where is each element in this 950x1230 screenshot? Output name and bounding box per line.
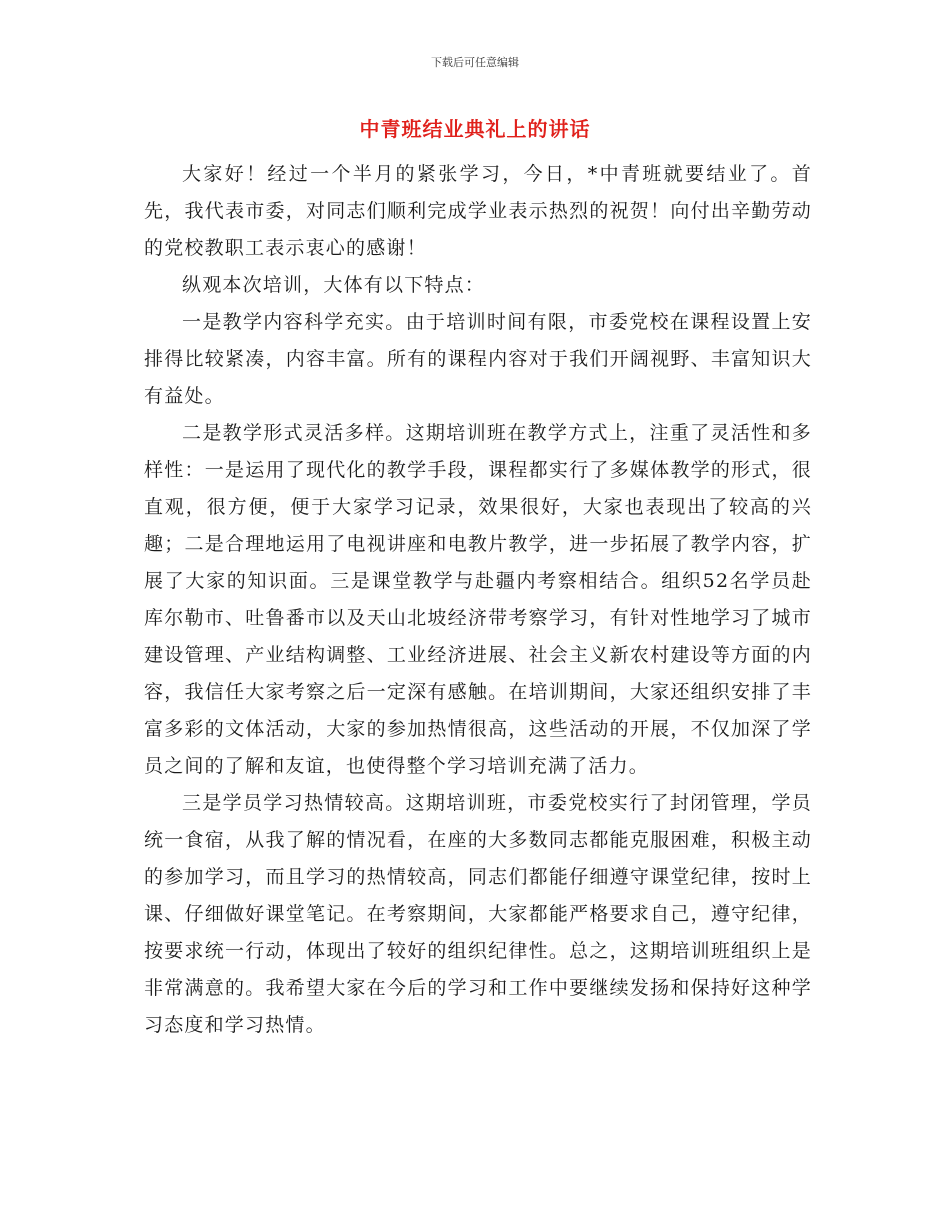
paragraph-point-three: 三是学员学习热情较高。这期培训班，市委党校实行了封闭管理，学员统一食宿，从我了解的情况看，在座的大多数同志都能克服困难，积极主动的参加学习，而且学习的热情较高，同志们都能仔细遵守课堂纪律，按时上课、仔细做好课堂笔记。在考察期间，大家都能严格要求自己，遵守纪律，按要求统一行动，体现出了较好的组织纪律性。总之，这期培训班组织上是非常满意的。我希望大家在今后的学习和工作中要继续发扬和保持好这种学习态度和学习热情。 bbox=[144, 792, 812, 1036]
header-note: 下载后可任意编辑 bbox=[431, 56, 519, 69]
paragraph-point-one: 一是教学内容科学充实。由于培训时间有限，市委党校在课程设置上安排得比较紧凑，内容丰富。所有的课程内容对于我们开阔视野、丰富知识大有益处。 bbox=[144, 311, 812, 407]
paragraph-greeting: 大家好！经过一个半月的紧张学习，今日，*中青班就要结业了。首先，我代表市委，对同志们顺利完成学业表示热烈的祝贺！向付出辛勤劳动的党校教职工表示衷心的感谢！ bbox=[144, 163, 812, 259]
document-title: 中青班结业典礼上的讲话 bbox=[359, 117, 591, 141]
paragraph-point-two: 二是教学形式灵活多样。这期培训班在教学方式上，注重了灵活性和多样性：一是运用了现代化的教学手段，课程都实行了多媒体教学的形式，很直观，很方便，便于大家学习记录，效果很好，大家也表现出了较高的兴趣；二是合理地运用了电视讲座和电教片教学，进一步拓展了教学内容，扩展了大家的知识面。三是课堂教学与赴疆内考察相结合。组织52名学员赴库尔勒市、吐鲁番市以及天山北坡经济带考察学习，有针对性地学习了城市建设管理、产业结构调整、工业经济进展、社会主义新农村建设等方面的内容，我信任大家考察之后一定深有感触。在培训期间，大家还组织安排了丰富多彩的文体活动，大家的参加热情很高，这些活动的开展，不仅加深了学员之间的了解和友谊，也使得整个学习培训充满了活力。 bbox=[144, 422, 812, 777]
paragraph-overview: 纵观本次培训，大体有以下特点： bbox=[182, 274, 486, 296]
document-body bbox=[144, 156, 812, 1044]
